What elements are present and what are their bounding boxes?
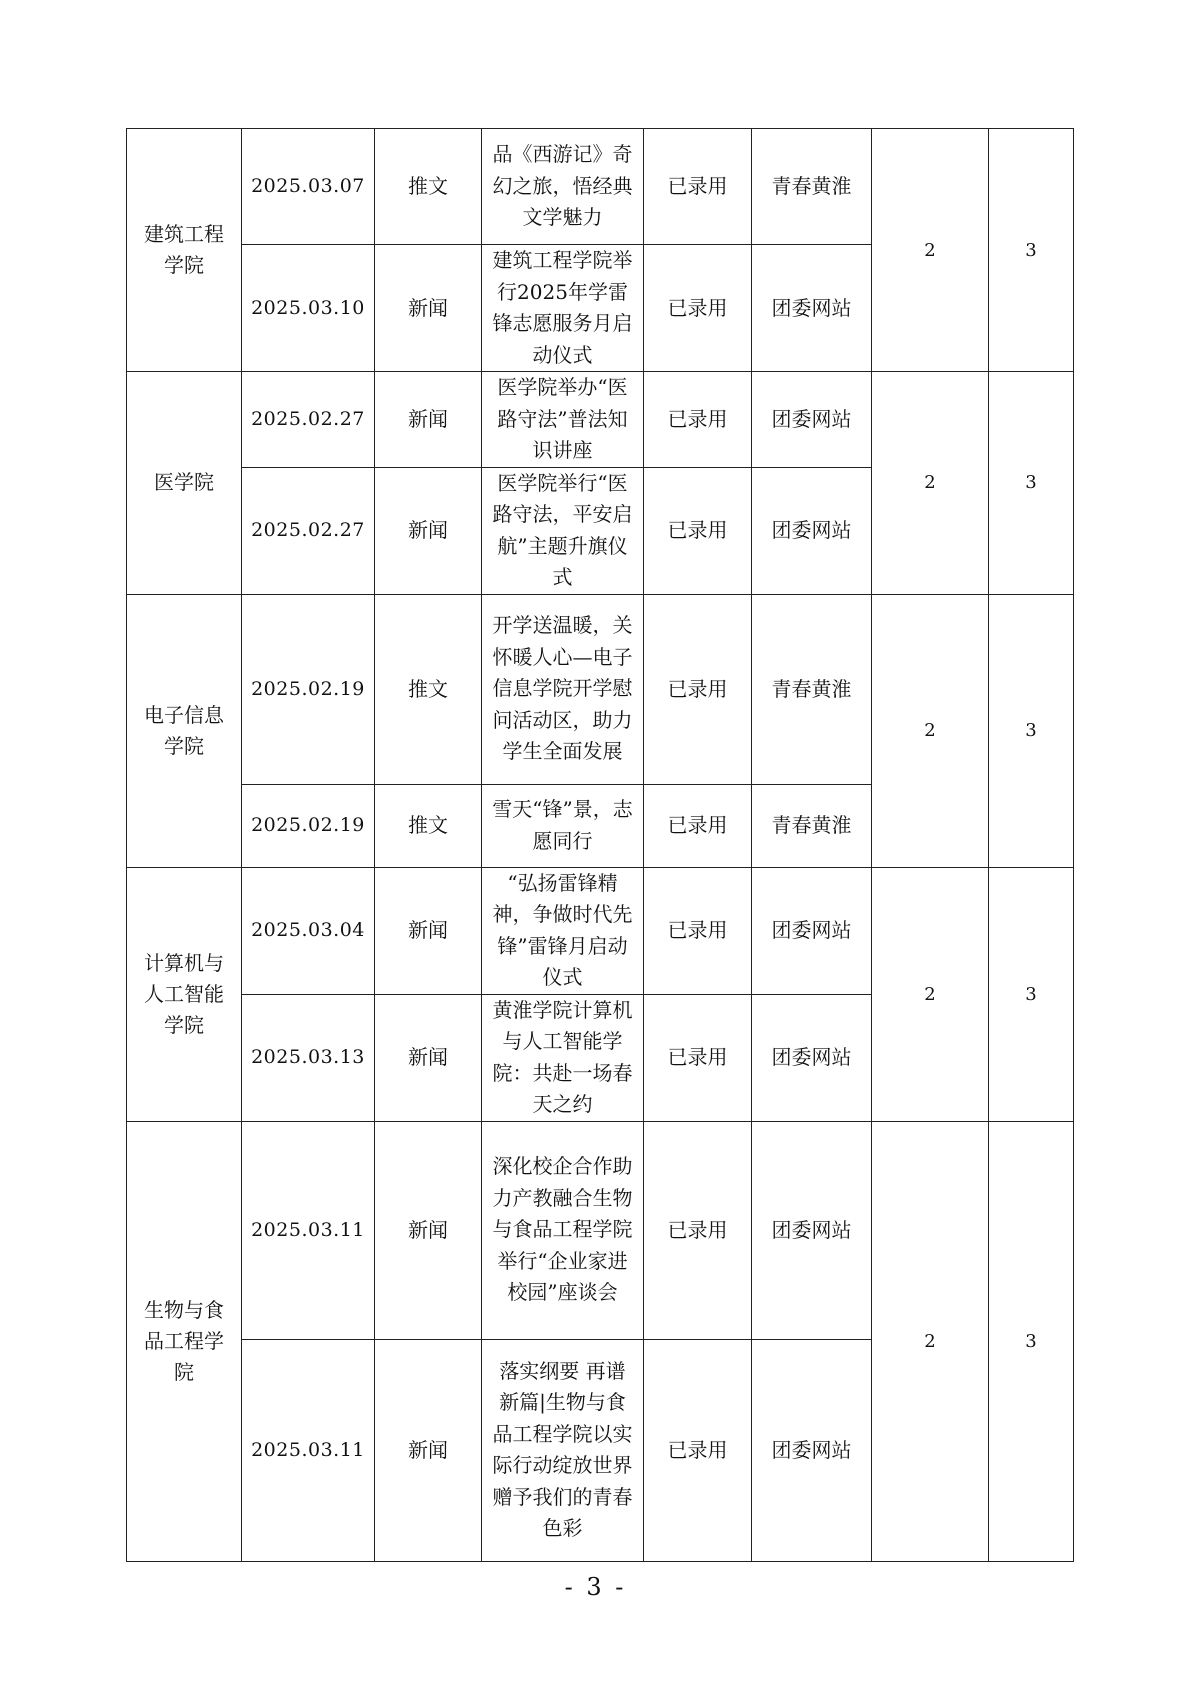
date-cell: 2025.02.27 (242, 372, 375, 468)
title-cell: “弘扬雷锋精神，争做时代先锋”雷锋月启动仪式 (482, 867, 644, 994)
date-cell: 2025.03.10 (242, 245, 375, 372)
page-number: - 3 - (564, 1573, 627, 1601)
college-cell: 计算机与人工智能学院 (127, 867, 242, 1121)
status-cell: 已录用 (644, 594, 752, 784)
table-row (127, 372, 1074, 468)
type-cell: 新闻 (375, 1339, 482, 1561)
type-cell: 推文 (375, 594, 482, 784)
table-row (127, 867, 1074, 994)
date-cell: 2025.03.11 (242, 1339, 375, 1561)
type-cell: 推文 (375, 129, 482, 245)
title-cell: 建筑工程学院举行2025年学雷锋志愿服务月启动仪式 (482, 245, 644, 372)
platform-cell: 团委网站 (752, 245, 872, 372)
count-a-cell: 2 (872, 1121, 989, 1561)
title-cell: 医学院举行“医路守法，平安启航”主题升旗仪式 (482, 467, 644, 594)
type-cell: 新闻 (375, 1121, 482, 1339)
article-table (126, 128, 1074, 1562)
date-cell: 2025.02.19 (242, 784, 375, 867)
status-cell: 已录用 (644, 372, 752, 468)
platform-cell: 团委网站 (752, 1339, 872, 1561)
date-cell: 2025.03.11 (242, 1121, 375, 1339)
count-b-cell: 3 (989, 129, 1074, 372)
platform-cell: 青春黄淮 (752, 594, 872, 784)
title-cell: 品《西游记》奇幻之旅，悟经典文学魅力 (482, 129, 644, 245)
status-cell: 已录用 (644, 784, 752, 867)
table-row (127, 594, 1074, 784)
platform-cell: 青春黄淮 (752, 129, 872, 245)
college-cell: 电子信息学院 (127, 594, 242, 867)
status-cell: 已录用 (644, 467, 752, 594)
college-cell: 建筑工程学院 (127, 129, 242, 372)
date-cell: 2025.02.19 (242, 594, 375, 784)
count-b-cell: 3 (989, 867, 1074, 1121)
status-cell: 已录用 (644, 994, 752, 1121)
platform-cell: 团委网站 (752, 467, 872, 594)
status-cell: 已录用 (644, 129, 752, 245)
date-cell: 2025.03.07 (242, 129, 375, 245)
count-b-cell: 3 (989, 372, 1074, 595)
count-a-cell: 2 (872, 129, 989, 372)
count-b-cell: 3 (989, 1121, 1074, 1561)
count-a-cell: 2 (872, 372, 989, 595)
title-cell: 开学送温暖，关怀暖人心—电子信息学院开学慰问活动区，助力学生全面发展 (482, 594, 644, 784)
platform-cell: 团委网站 (752, 372, 872, 468)
title-cell: 雪天“锋”景，志愿同行 (482, 784, 644, 867)
platform-cell: 团委网站 (752, 1121, 872, 1339)
table-row (127, 1121, 1074, 1339)
title-cell: 医学院举办“医路守法”普法知识讲座 (482, 372, 644, 468)
table-row (127, 129, 1074, 245)
date-cell: 2025.02.27 (242, 467, 375, 594)
status-cell: 已录用 (644, 1339, 752, 1561)
type-cell: 新闻 (375, 867, 482, 994)
status-cell: 已录用 (644, 245, 752, 372)
type-cell: 推文 (375, 784, 482, 867)
date-cell: 2025.03.13 (242, 994, 375, 1121)
title-cell: 黄淮学院计算机与人工智能学院：共赴一场春天之约 (482, 994, 644, 1121)
title-cell: 落实纲要 再谱新篇|生物与食品工程学院以实际行动绽放世界赠予我们的青春色彩 (482, 1339, 644, 1561)
count-a-cell: 2 (872, 867, 989, 1121)
title-cell: 深化校企合作助力产教融合生物与食品工程学院举行“企业家进校园”座谈会 (482, 1121, 644, 1339)
type-cell: 新闻 (375, 467, 482, 594)
college-cell: 医学院 (127, 372, 242, 595)
platform-cell: 团委网站 (752, 867, 872, 994)
date-cell: 2025.03.04 (242, 867, 375, 994)
type-cell: 新闻 (375, 372, 482, 468)
type-cell: 新闻 (375, 245, 482, 372)
status-cell: 已录用 (644, 867, 752, 994)
count-a-cell: 2 (872, 594, 989, 867)
college-cell: 生物与食品工程学院 (127, 1121, 242, 1561)
type-cell: 新闻 (375, 994, 482, 1121)
platform-cell: 团委网站 (752, 994, 872, 1121)
status-cell: 已录用 (644, 1121, 752, 1339)
count-b-cell: 3 (989, 594, 1074, 867)
platform-cell: 青春黄淮 (752, 784, 872, 867)
